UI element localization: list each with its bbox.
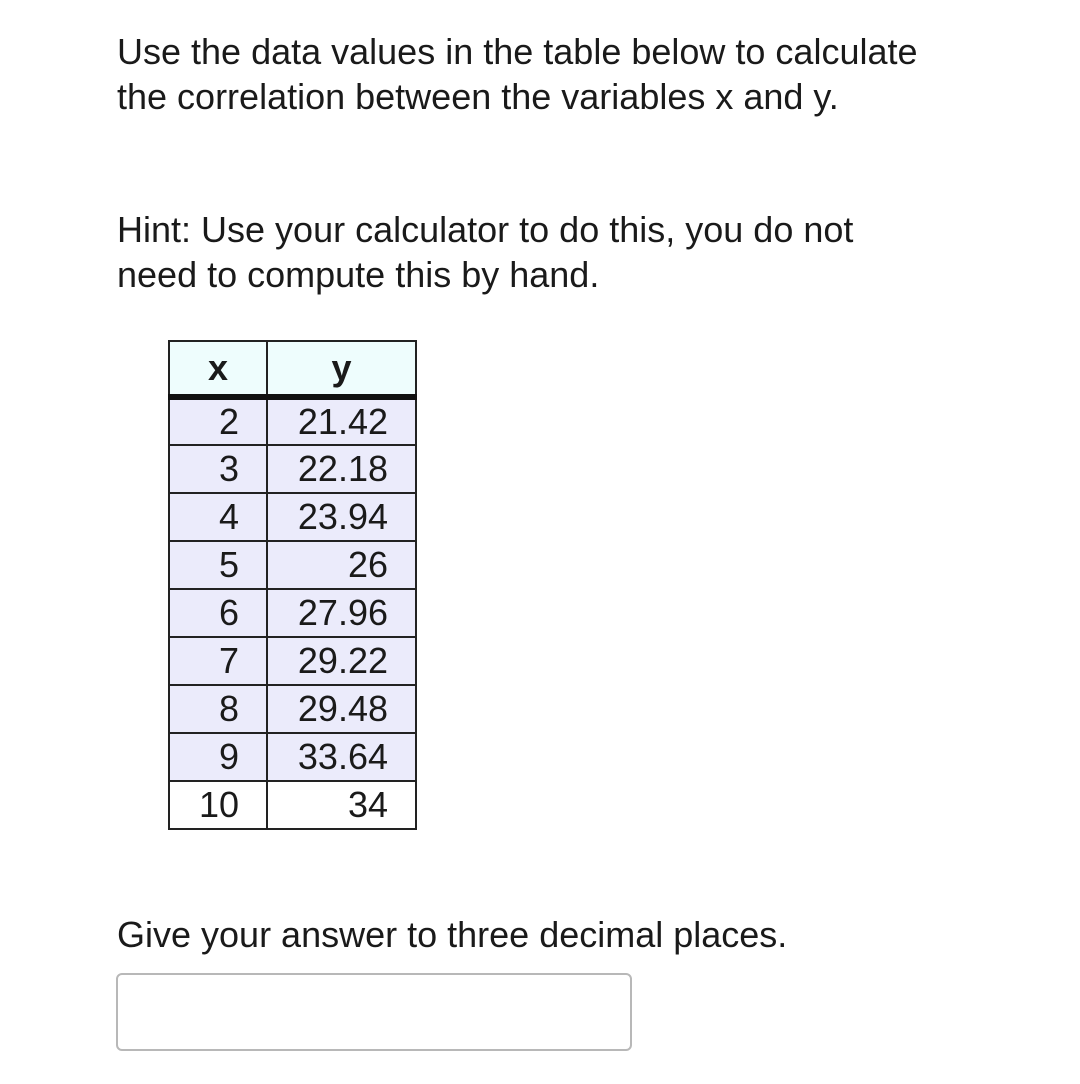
y-cell: 33.64 bbox=[267, 733, 416, 781]
table-row bbox=[169, 493, 416, 541]
y-cell: 22.18 bbox=[267, 445, 416, 493]
question-text bbox=[117, 29, 918, 119]
answer-input[interactable] bbox=[116, 973, 632, 1051]
table-header-row bbox=[169, 341, 416, 397]
column-header-y: y bbox=[267, 341, 416, 397]
table-row bbox=[169, 733, 416, 781]
table-row bbox=[169, 397, 416, 445]
table-row bbox=[169, 685, 416, 733]
x-cell: 9 bbox=[169, 733, 267, 781]
y-cell: 23.94 bbox=[267, 493, 416, 541]
y-cell: 26 bbox=[267, 541, 416, 589]
table-row bbox=[169, 541, 416, 589]
x-cell: 3 bbox=[169, 445, 267, 493]
table-row bbox=[169, 637, 416, 685]
table-row bbox=[169, 589, 416, 637]
y-cell: 21.42 bbox=[267, 397, 416, 445]
x-cell: 5 bbox=[169, 541, 267, 589]
table-row bbox=[169, 781, 416, 829]
y-cell: 34 bbox=[267, 781, 416, 829]
question-line-2: the correlation between the variables x and y. bbox=[117, 76, 839, 117]
x-cell: 7 bbox=[169, 637, 267, 685]
x-cell: 10 bbox=[169, 781, 267, 829]
answer-instruction: Give your answer to three decimal places. bbox=[117, 914, 788, 955]
x-cell: 2 bbox=[169, 397, 267, 445]
hint-line-2: need to compute this by hand. bbox=[117, 254, 600, 295]
y-cell: 27.96 bbox=[267, 589, 416, 637]
x-cell: 8 bbox=[169, 685, 267, 733]
question-line-1: Use the data values in the table below to calculate bbox=[117, 31, 918, 72]
data-table bbox=[168, 340, 417, 830]
hint-line-1: Hint: Use your calculator to do this, you do not bbox=[117, 209, 854, 250]
hint-text bbox=[117, 207, 853, 297]
table-row bbox=[169, 445, 416, 493]
y-cell: 29.22 bbox=[267, 637, 416, 685]
y-cell: 29.48 bbox=[267, 685, 416, 733]
column-header-x: x bbox=[169, 341, 267, 397]
x-cell: 6 bbox=[169, 589, 267, 637]
x-cell: 4 bbox=[169, 493, 267, 541]
